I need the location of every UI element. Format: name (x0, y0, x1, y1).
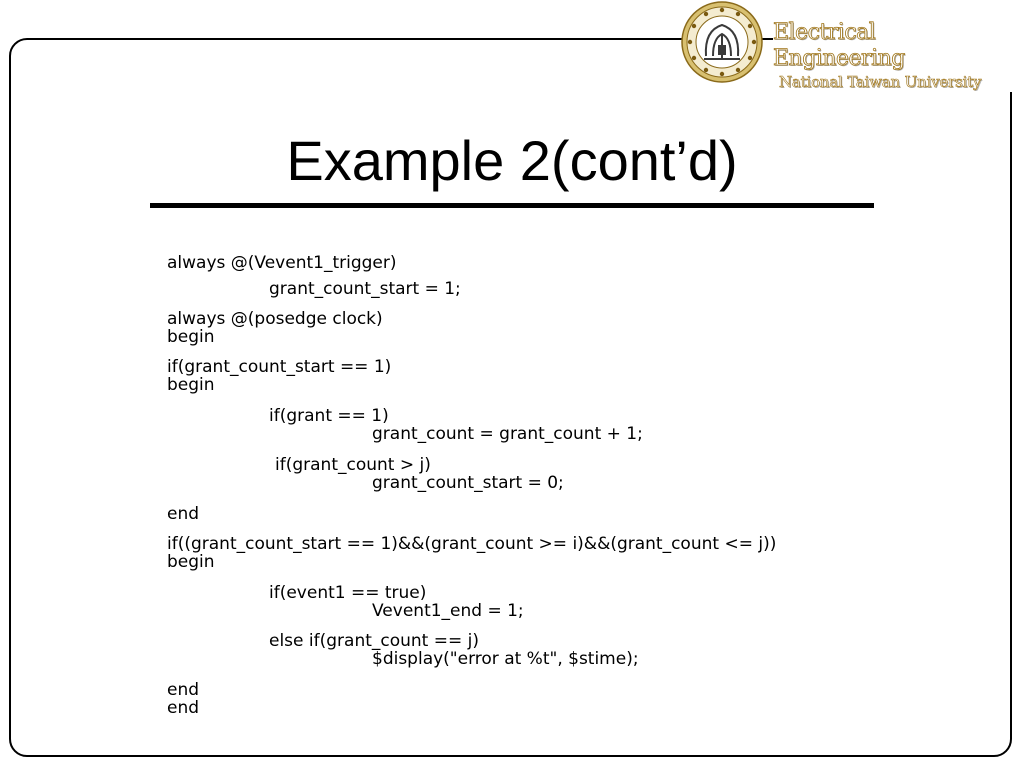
code-line: if(event1 == true) (269, 583, 427, 603)
code-line: if(grant_count_start == 1) (167, 357, 392, 377)
code-line: begin (167, 375, 215, 395)
code-line: $display("error at %t", $stime); (372, 649, 639, 669)
code-line: if(grant_count > j) (275, 455, 431, 475)
title-underline (150, 203, 874, 208)
code-line: begin (167, 552, 215, 572)
code-line: if((grant_count_start == 1)&&(grant_count >= i)&&(grant_count <= j)) (167, 534, 777, 554)
code-line: else if(grant_count == j) (269, 631, 479, 651)
code-line: end (167, 680, 200, 700)
university-seal-logo (681, 1, 763, 83)
code-line: begin (167, 327, 215, 347)
code-line: grant_count_start = 1; (269, 279, 461, 299)
code-line: end (167, 504, 200, 524)
code-line: Vevent1_end = 1; (372, 601, 524, 621)
code-line: grant_count = grant_count + 1; (372, 424, 643, 444)
code-line: end (167, 698, 200, 718)
institution-name (773, 20, 1013, 92)
code-line: always @(Vevent1_trigger) (167, 253, 397, 273)
code-line: always @(posedge clock) (167, 309, 383, 329)
code-line: if(grant == 1) (269, 406, 389, 426)
institution-university: National Taiwan University (779, 73, 982, 91)
institution-department: Electrical Engineering (773, 20, 905, 71)
slide-title: Example 2(cont’d) (286, 129, 738, 192)
code-line: grant_count_start = 0; (372, 473, 564, 493)
